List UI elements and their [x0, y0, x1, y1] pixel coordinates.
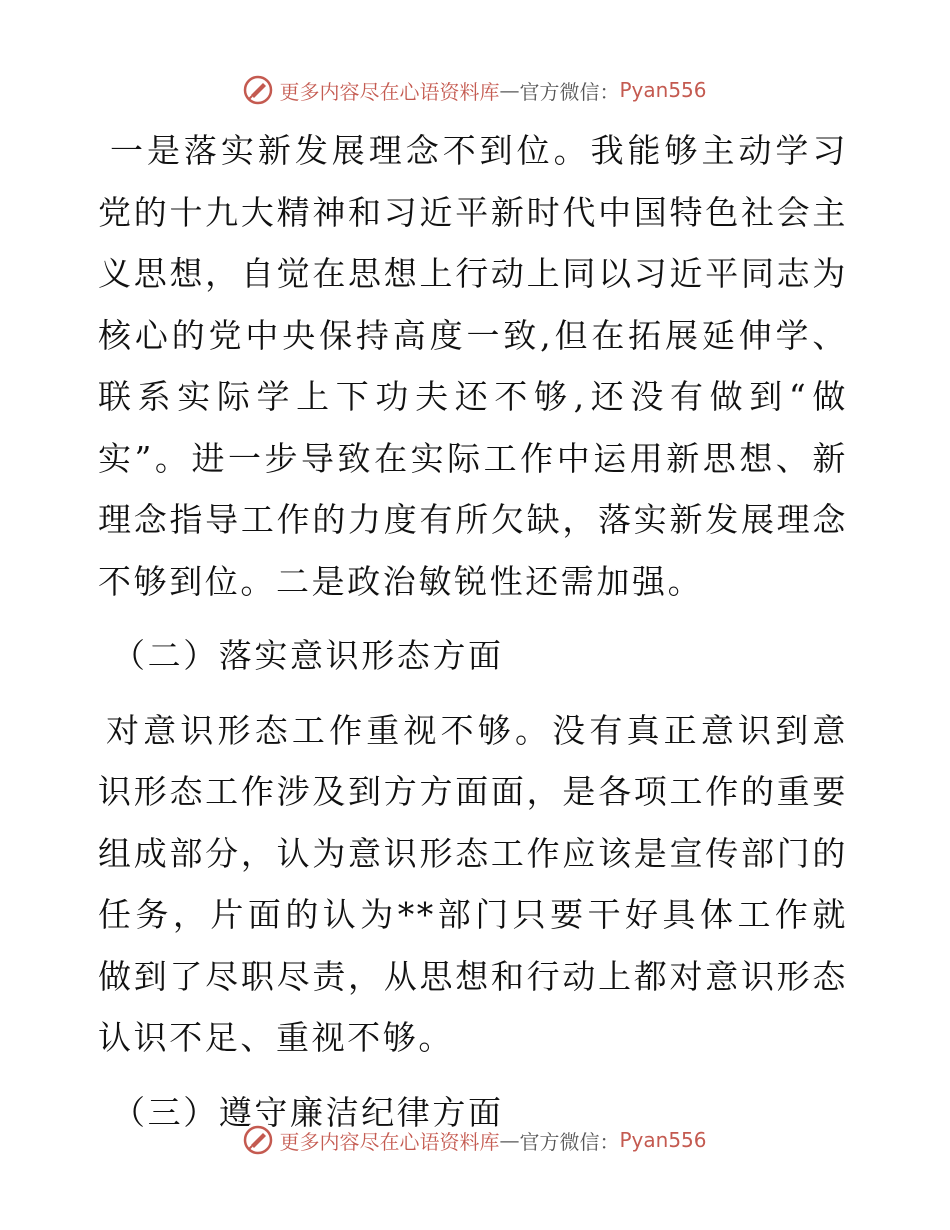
- section-heading-3: （三）遵守廉洁纪律方面: [112, 1092, 504, 1132]
- document-body: [98, 120, 848, 1143]
- watermark-text: 更多内容尽在心语资料库: [279, 79, 500, 104]
- logo-icon: [243, 1125, 273, 1155]
- watermark-id: Pyan556: [619, 1128, 707, 1152]
- logo-icon: [243, 75, 273, 105]
- section-heading-2: （二）落实意识形态方面: [112, 636, 504, 675]
- watermark-label: 官方微信：: [519, 1129, 620, 1154]
- watermark-text: 更多内容尽在心语资料库: [279, 1129, 500, 1154]
- header-watermark: [0, 70, 950, 110]
- footer-watermark: [0, 1120, 950, 1160]
- watermark-dash: —: [499, 1128, 520, 1152]
- paragraph-1: 一是落实新发展理念不到位。我能够主动学习党的十九大精神和习近平新时代中国特色社会主义思想，自觉在思想上行动上同以习近平同志为核心的党中央保持高度一致,但在拓展延伸学、联系实际学上下功夫还不够,还没有做到“做实”。进一步导致在实际工作中运用新思想、新理念指导工作的力度有所欠缺，落实新发展理念不够到位。二是政治敏锐性还需加强。: [98, 131, 848, 601]
- watermark-label: 官方微信：: [519, 79, 620, 104]
- watermark-id: Pyan556: [619, 78, 707, 102]
- watermark-dash: —: [499, 78, 520, 102]
- paragraph-2: 对意识形态工作重视不够。没有真正意识到意识形态工作涉及到方方面面，是各项工作的重要组成部分，认为意识形态工作应该是宣传部门的任务，片面的认为**部门只要干好具体工作就做到了尽职尽责，从思想和行动上都对意识形态认识不足、重视不够。: [98, 710, 848, 1057]
